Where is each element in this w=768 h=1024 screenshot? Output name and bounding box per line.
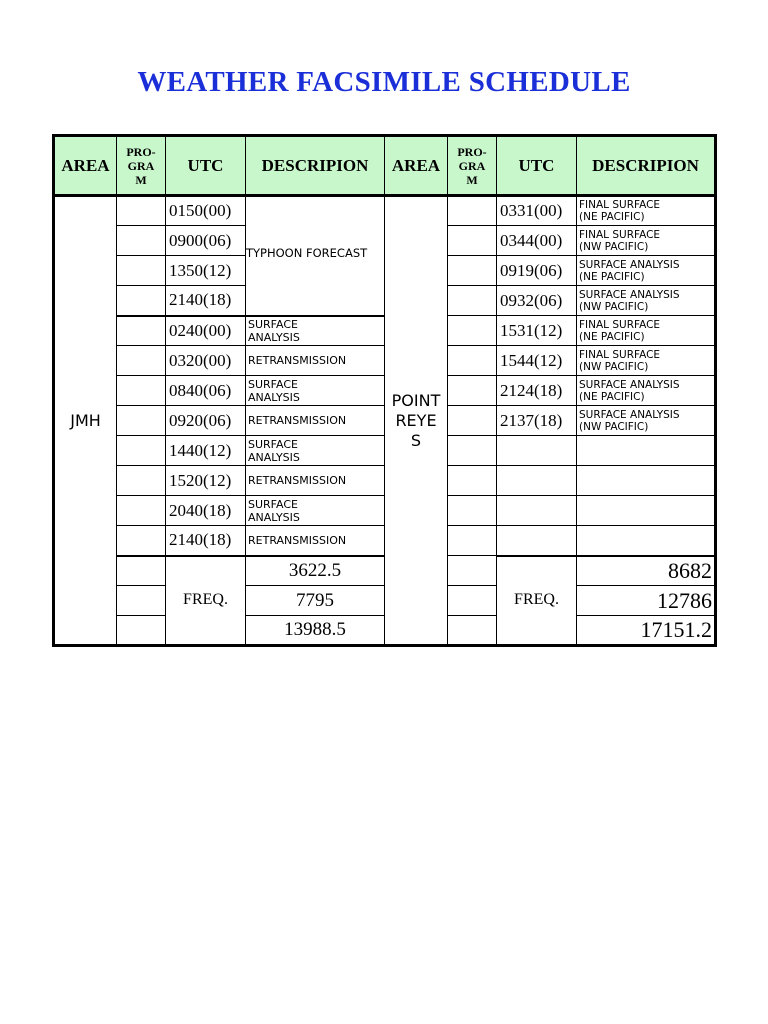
utc-cell: 2140(18) bbox=[166, 286, 246, 316]
utc-cell: 0900(06) bbox=[166, 226, 246, 256]
utc-cell: 0150(00) bbox=[166, 196, 246, 226]
program-cell bbox=[448, 376, 497, 406]
program-cell bbox=[448, 556, 497, 586]
description-cell: RETRANSMISSION bbox=[246, 526, 385, 556]
utc-cell: 0919(06) bbox=[497, 256, 577, 286]
freq-label-left: FREQ. bbox=[166, 556, 246, 646]
utc-cell: 2140(18) bbox=[166, 526, 246, 556]
program-cell bbox=[448, 256, 497, 286]
freq-value: 3622.5 bbox=[246, 556, 385, 586]
description-cell: SURFACE ANALYSIS bbox=[246, 496, 385, 526]
program-cell bbox=[117, 616, 166, 646]
area-point-reyes: POINT REYE S bbox=[385, 196, 448, 646]
area-jmh: JMH bbox=[54, 196, 117, 646]
program-cell bbox=[448, 406, 497, 436]
program-cell bbox=[117, 496, 166, 526]
description-cell: SURFACE ANALYSIS bbox=[246, 316, 385, 346]
header-description-2: DESCRIPION bbox=[577, 136, 716, 196]
description-cell: RETRANSMISSION bbox=[246, 346, 385, 376]
header-description: DESCRIPION bbox=[246, 136, 385, 196]
program-cell bbox=[117, 376, 166, 406]
utc-cell: 2124(18) bbox=[497, 376, 577, 406]
program-cell bbox=[448, 436, 497, 466]
header-utc-2: UTC bbox=[497, 136, 577, 196]
description-cell: RETRANSMISSION bbox=[246, 406, 385, 436]
utc-cell bbox=[497, 526, 577, 556]
header-program-2: PRO- GRA M bbox=[448, 136, 497, 196]
schedule-table bbox=[52, 134, 717, 647]
program-cell bbox=[117, 556, 166, 586]
header-row bbox=[54, 136, 716, 196]
program-cell bbox=[117, 256, 166, 286]
utc-cell bbox=[497, 436, 577, 466]
freq-value: 8682 bbox=[577, 556, 716, 586]
page-title: WEATHER FACSIMILE SCHEDULE bbox=[137, 66, 631, 98]
freq-value: 12786 bbox=[577, 586, 716, 616]
description-cell: SURFACE ANALYSIS (NE PACIFIC) bbox=[577, 376, 716, 406]
program-cell bbox=[117, 346, 166, 376]
description-cell bbox=[577, 466, 716, 496]
description-cell: FINAL SURFACE (NE PACIFIC) bbox=[577, 196, 716, 226]
utc-cell: 0840(06) bbox=[166, 376, 246, 406]
header-area-2: AREA bbox=[385, 136, 448, 196]
program-cell bbox=[448, 526, 497, 556]
utc-cell: 1544(12) bbox=[497, 346, 577, 376]
utc-cell bbox=[497, 496, 577, 526]
utc-cell: 0331(00) bbox=[497, 196, 577, 226]
program-cell bbox=[448, 286, 497, 316]
description-cell: SURFACE ANALYSIS (NW PACIFIC) bbox=[577, 406, 716, 436]
freq-value: 13988.5 bbox=[246, 616, 385, 646]
utc-cell: 0320(00) bbox=[166, 346, 246, 376]
program-cell bbox=[117, 316, 166, 346]
utc-cell: 0344(00) bbox=[497, 226, 577, 256]
program-cell bbox=[448, 316, 497, 346]
description-cell: SURFACE ANALYSIS (NE PACIFIC) bbox=[577, 256, 716, 286]
program-cell bbox=[448, 226, 497, 256]
description-cell bbox=[577, 496, 716, 526]
utc-cell: 1531(12) bbox=[497, 316, 577, 346]
utc-cell: 1350(12) bbox=[166, 256, 246, 286]
freq-value: 17151.2 bbox=[577, 616, 716, 646]
utc-cell bbox=[497, 466, 577, 496]
description-cell: FINAL SURFACE (NW PACIFIC) bbox=[577, 226, 716, 256]
program-cell bbox=[117, 526, 166, 556]
program-cell bbox=[117, 286, 166, 316]
program-cell bbox=[448, 346, 497, 376]
header-utc: UTC bbox=[166, 136, 246, 196]
table-row bbox=[54, 196, 716, 226]
description-cell: SURFACE ANALYSIS bbox=[246, 436, 385, 466]
program-cell bbox=[117, 406, 166, 436]
utc-cell: 2040(18) bbox=[166, 496, 246, 526]
description-cell bbox=[577, 526, 716, 556]
program-cell bbox=[448, 616, 497, 646]
typhoon-forecast: TYPHOON FORECAST bbox=[246, 196, 385, 316]
description-cell: RETRANSMISSION bbox=[246, 466, 385, 496]
description-cell: FINAL SURFACE (NW PACIFIC) bbox=[577, 346, 716, 376]
freq-label-right: FREQ. bbox=[497, 556, 577, 646]
description-cell bbox=[577, 436, 716, 466]
utc-cell: 0920(06) bbox=[166, 406, 246, 436]
program-cell bbox=[117, 466, 166, 496]
program-cell bbox=[448, 466, 497, 496]
utc-cell: 0240(00) bbox=[166, 316, 246, 346]
program-cell bbox=[117, 196, 166, 226]
program-cell bbox=[448, 586, 497, 616]
description-cell: FINAL SURFACE (NE PACIFIC) bbox=[577, 316, 716, 346]
utc-cell: 1440(12) bbox=[166, 436, 246, 466]
header-program: PRO- GRA M bbox=[117, 136, 166, 196]
header-area: AREA bbox=[54, 136, 117, 196]
utc-cell: 1520(12) bbox=[166, 466, 246, 496]
utc-cell: 0932(06) bbox=[497, 286, 577, 316]
description-cell: SURFACE ANALYSIS (NW PACIFIC) bbox=[577, 286, 716, 316]
freq-value: 7795 bbox=[246, 586, 385, 616]
utc-cell: 2137(18) bbox=[497, 406, 577, 436]
program-cell bbox=[448, 496, 497, 526]
description-cell: SURFACE ANALYSIS bbox=[246, 376, 385, 406]
program-cell bbox=[117, 436, 166, 466]
program-cell bbox=[448, 196, 497, 226]
program-cell bbox=[117, 586, 166, 616]
program-cell bbox=[117, 226, 166, 256]
